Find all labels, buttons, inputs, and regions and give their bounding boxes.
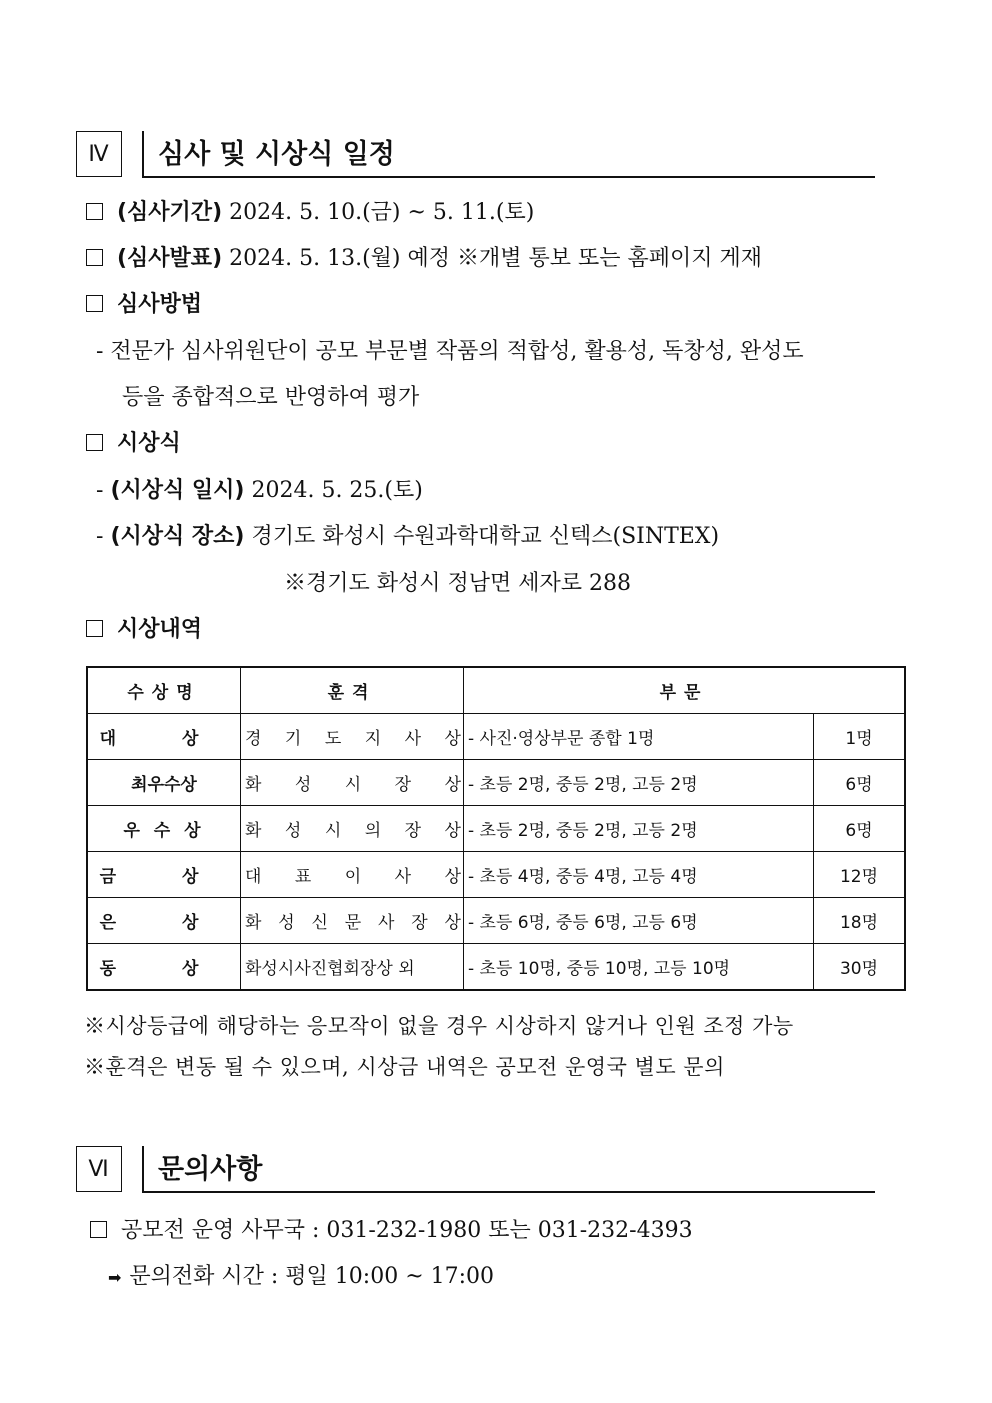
award-count: 30명 xyxy=(814,944,906,991)
review-period-label: (심사기간) xyxy=(117,200,223,225)
announce-line xyxy=(86,244,762,274)
award-count: 18명 xyxy=(814,898,906,944)
checkbox-icon xyxy=(90,1221,107,1238)
award-count: 6명 xyxy=(814,760,906,806)
award-desc: - 사진·영상부문 종합 1명 xyxy=(464,714,814,760)
checkbox-icon xyxy=(86,434,103,451)
checkbox-icon xyxy=(86,295,103,312)
note-1: ※시상등급에 해당하는 응모작이 없을 경우 시상하지 않거나 인원 조정 가능 xyxy=(84,1014,794,1038)
ceremony-date-line: - (시상식 일시) 2024. 5. 25.(토) xyxy=(96,478,423,503)
section-number-6: Ⅵ xyxy=(76,1146,122,1192)
award-name: 대 상 xyxy=(87,714,241,760)
checkbox-icon xyxy=(86,249,103,266)
award-grade: 화 성 시 의 장 상 xyxy=(241,806,464,852)
office-line xyxy=(90,1216,693,1246)
announce-label: (심사발표) xyxy=(117,246,223,271)
award-name: 금 상 xyxy=(87,852,241,898)
method-title: 심사방법 xyxy=(117,292,203,317)
office-contact: 공모전 운영 사무국 : 031-232-1980 또는 031-232-4393 xyxy=(121,1218,693,1243)
award-grade: 화성시사진협회장상 외 xyxy=(241,944,464,991)
header-grade: 훈격 xyxy=(241,667,464,714)
section-title-6: 문의사항 xyxy=(142,1146,262,1192)
arrow-right-icon: ➡ xyxy=(108,1268,122,1287)
award-grade: 화 성 신 문 사 장 상 xyxy=(241,898,464,944)
ceremony-place-label: (시상식 장소) xyxy=(110,524,245,549)
table-row xyxy=(87,944,905,991)
ceremony-title: 시상식 xyxy=(117,431,181,456)
awards-title-line xyxy=(86,615,202,645)
hours-line xyxy=(108,1262,494,1293)
announce-value: 2024. 5. 13.(월) 예정 ※개별 통보 또는 홈페이지 게재 xyxy=(229,246,762,271)
award-name: 우 수 상 xyxy=(87,806,241,852)
table-row xyxy=(87,898,905,944)
hours-text: 문의전화 시간 : 평일 10:00 ~ 17:00 xyxy=(129,1264,495,1289)
award-desc: - 초등 2명, 중등 2명, 고등 2명 xyxy=(464,760,814,806)
awards-table xyxy=(86,666,906,991)
ceremony-address: ※경기도 화성시 정남면 세자로 288 xyxy=(284,571,631,596)
table-row xyxy=(87,852,905,898)
award-count: 1명 xyxy=(814,714,906,760)
method-line-2: 등을 종합적으로 반영하여 평가 xyxy=(122,385,420,410)
award-desc: - 초등 2명, 중등 2명, 고등 2명 xyxy=(464,806,814,852)
table-header-row xyxy=(87,667,905,714)
checkbox-icon xyxy=(86,203,103,220)
award-desc: - 초등 6명, 중등 6명, 고등 6명 xyxy=(464,898,814,944)
award-desc: - 초등 4명, 중등 4명, 고등 4명 xyxy=(464,852,814,898)
section-rule-4 xyxy=(142,176,875,178)
ceremony-title-line xyxy=(86,429,181,459)
review-period-line xyxy=(86,198,534,228)
award-name: 은 상 xyxy=(87,898,241,944)
note-2: ※훈격은 변동 될 수 있으며, 시상금 내역은 공모전 운영국 별도 문의 xyxy=(84,1055,725,1079)
ceremony-date-value: 2024. 5. 25.(토) xyxy=(251,478,423,503)
award-count: 6명 xyxy=(814,806,906,852)
review-period-value: 2024. 5. 10.(금) ~ 5. 11.(토) xyxy=(229,200,535,225)
table-row xyxy=(87,806,905,852)
method-line-1: - 전문가 심사위원단이 공모 부문별 작품의 적합성, 활용성, 독창성, 완성도 xyxy=(96,339,804,364)
ceremony-place-line: - (시상식 장소) 경기도 화성시 수원과학대학교 신텍스(SINTEX) xyxy=(96,524,720,549)
method-title-line xyxy=(86,290,202,320)
table-row xyxy=(87,760,905,806)
award-desc: - 초등 10명, 중등 10명, 고등 10명 xyxy=(464,944,814,991)
table-row xyxy=(87,714,905,760)
award-count: 12명 xyxy=(814,852,906,898)
awards-title: 시상내역 xyxy=(117,617,203,642)
section-number-4: Ⅳ xyxy=(76,131,122,177)
section-title-4: 심사 및 시상식 일정 xyxy=(142,131,395,177)
award-grade: 경 기 도 지 사 상 xyxy=(241,714,464,760)
ceremony-place-value: 경기도 화성시 수원과학대학교 신텍스(SINTEX) xyxy=(251,524,720,549)
header-award-name: 수상명 xyxy=(87,667,241,714)
checkbox-icon xyxy=(86,620,103,637)
header-category: 부문 xyxy=(464,667,906,714)
ceremony-date-label: (시상식 일시) xyxy=(110,478,245,503)
section-rule-6 xyxy=(142,1191,875,1193)
award-grade: 화 성 시 장 상 xyxy=(241,760,464,806)
award-name: 동 상 xyxy=(87,944,241,991)
award-name: 최우수상 xyxy=(87,760,241,806)
award-grade: 대 표 이 사 상 xyxy=(241,852,464,898)
